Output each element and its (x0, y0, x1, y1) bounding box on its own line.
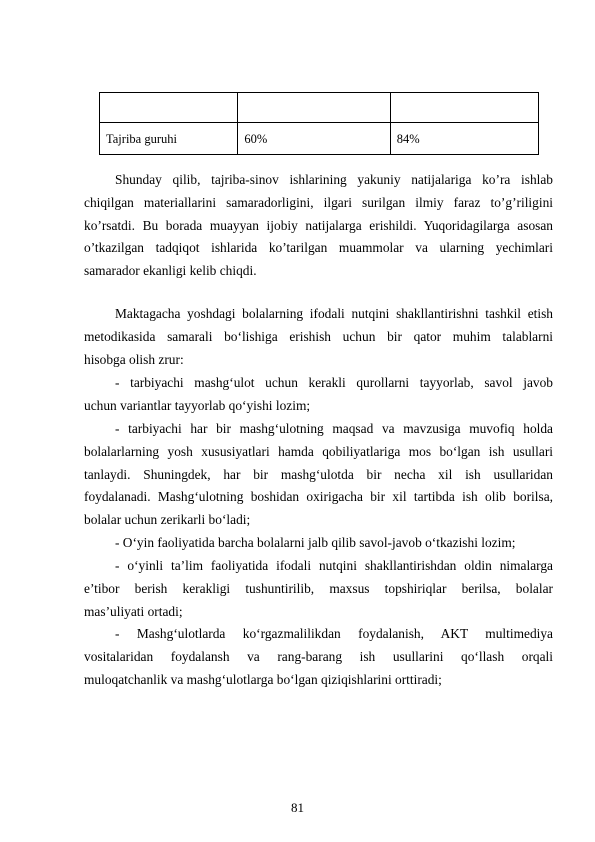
list-item-methods (84, 418, 553, 532)
text-line: - o‘yinli ta’lim faoliyatida ifodali nutqini shakllantirishdan oldin nimalarga (115, 558, 553, 573)
text-line: muloqatchanlik va mashg‘ulotlarga bo‘lgan qiziqishlarini orttiradi; (84, 671, 442, 687)
text-line: - Mashg‘ulotlarda ko‘rgazmalilikdan foydalanish, AKT multimediya (115, 626, 553, 641)
table-cell-after: 84% (390, 123, 538, 155)
text-line: metodikasida samarali bo‘lishiga erishish uchun bir qator muhim talablarni (84, 328, 553, 344)
paragraph-requirements-intro (84, 303, 553, 371)
text-line: Maktagacha yoshdagi bolalarning ifodali nutqini shakllantirishni tashkil etish (115, 306, 553, 321)
table-cell-before: 60% (238, 123, 390, 155)
text-line: vositalaridan foydalansh va rang-barang ish usullarini qo‘llash orqali (84, 648, 553, 664)
text-line: chiqilgan materiallarini samaradorligini, ilgari surilgan ilmiy faraz to’g’riligini (84, 194, 553, 210)
text-line: - tarbiyachi mashg‘ulot uchun kerakli qurollarni tayyorlab, savol javob (115, 375, 553, 390)
table-row (100, 123, 539, 155)
table-header-row (100, 93, 539, 123)
text-line: foydalanadi. Mashg‘ulotning boshidan oxirigacha bir xil tartibda ish olib borilsa, (84, 489, 553, 505)
text-line: hisobga olish zrur: (84, 351, 184, 367)
table-cell-group: Tajriba guruhi (100, 123, 238, 155)
text-line: e’tibor berish kerakligi tushuntirilib, maxsus topshiriqlar berilsa, bolalar (84, 580, 553, 596)
text-line: uchun variantlar tayyorlab qo‘yishi lozim; (84, 397, 311, 413)
table-header-cell (238, 93, 390, 123)
text-line: bolalarlarning yosh xususiyatlari hamda qobiliyatlariga mos bo‘lgan ish usullari (84, 443, 553, 459)
text-line: Shunday qilib, tajriba-sinov ishlarining yakuniy natijalariga ko’ra ishlab (115, 172, 553, 187)
text-line: bolalar uchun zerikarli bo‘ladi; (84, 512, 251, 528)
list-item-playful-learning (84, 555, 553, 623)
text-line: - O‘yin faoliyatida barcha bolalarni jalb qilib savol-javob o‘tkazishi lozim; (115, 535, 516, 550)
list-item-prepare-tools (84, 372, 553, 418)
text-line: - tarbiyachi har bir mashg‘ulotning maqsad va mavzusiga muvofiq holda (115, 421, 553, 436)
table-header-cell (390, 93, 538, 123)
list-item-game-activity (115, 532, 553, 555)
text-line: ko’rsatdi. Bu borada muayyan ijobiy natijalarga erishildi. Yuqoridagilarga asosan (84, 217, 553, 233)
results-table (99, 92, 539, 155)
paragraph-conclusion (84, 169, 553, 283)
page-number: 81 (291, 800, 304, 815)
text-line: samarador ekanligi kelib chiqdi. (84, 263, 257, 279)
table-header-cell (100, 93, 238, 123)
text-line: tanlaydi. Shuningdek, har bir mashg‘ulotda bir necha xil ish usullaridan (84, 466, 553, 482)
text-line: o’tkazilgan tadqiqot ishlarida ko’tarilgan muammolar va ularning yechimlari (84, 240, 553, 256)
list-item-visual-aids (84, 623, 553, 691)
text-line: mas’uliyati ortadi; (84, 603, 183, 619)
